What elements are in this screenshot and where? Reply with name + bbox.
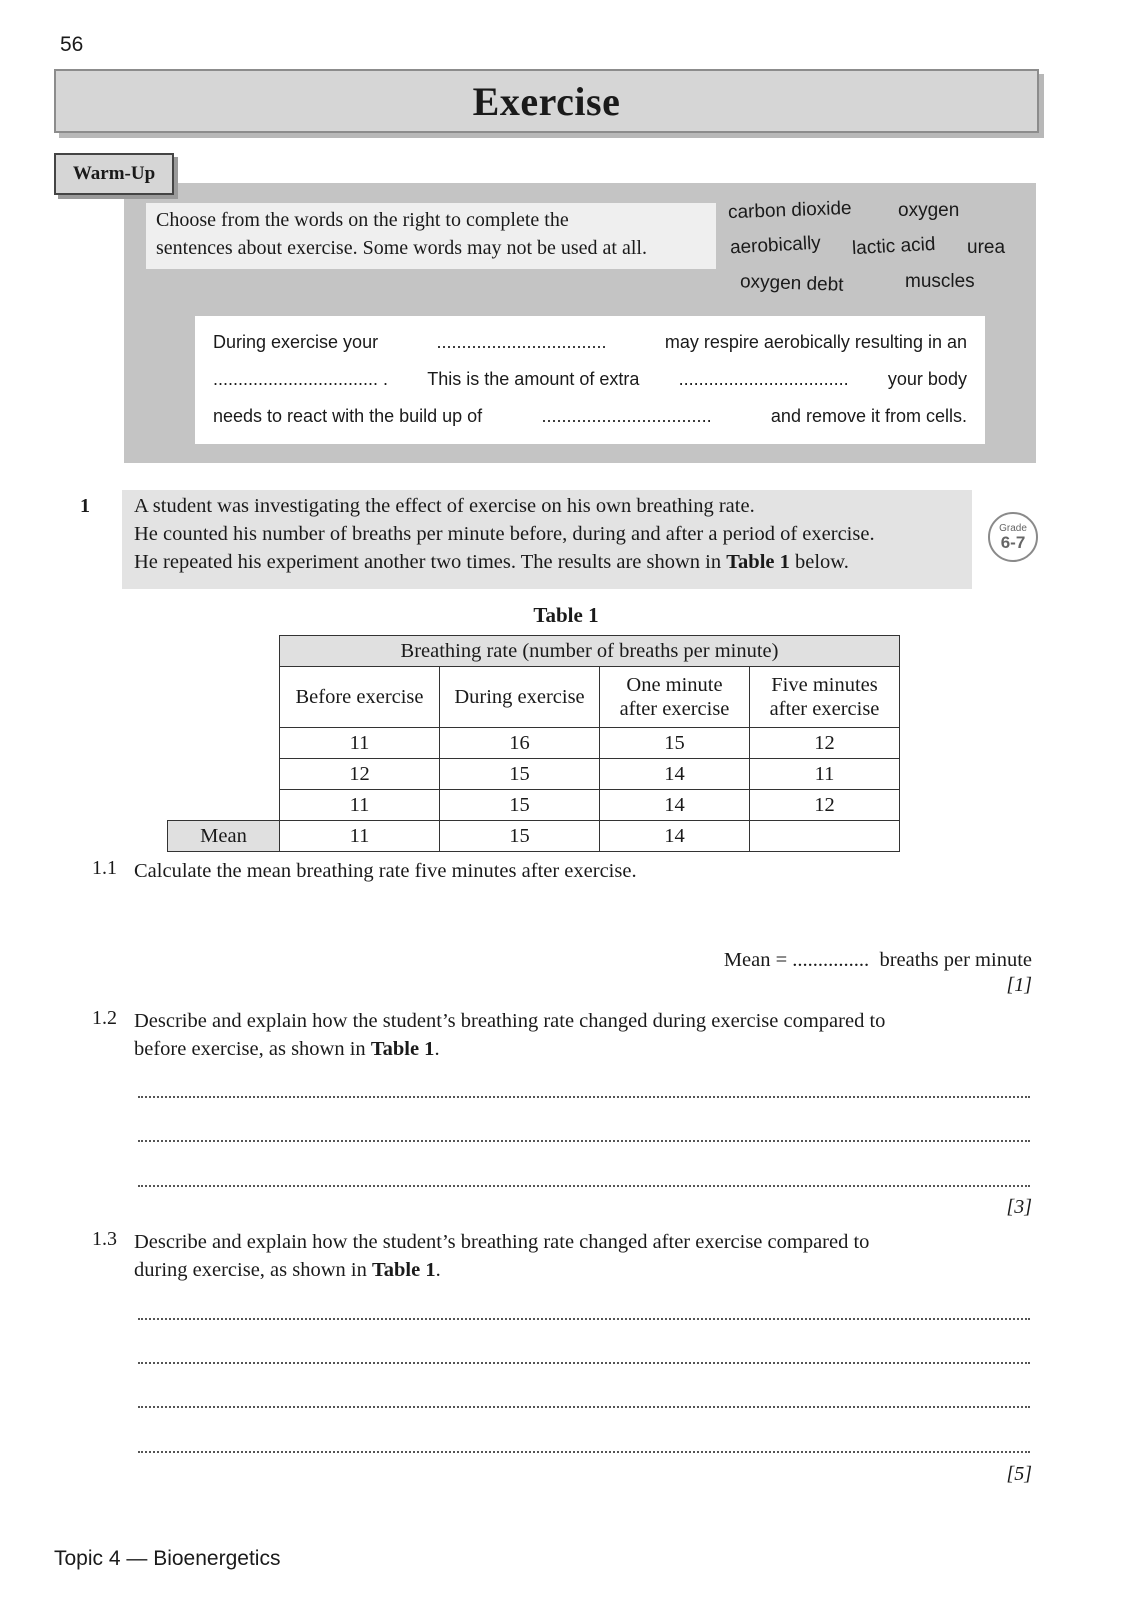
- instruction-line: Choose from the words on the right to complete the: [156, 209, 569, 231]
- question-intro: [122, 490, 972, 589]
- table-cell: 15: [440, 759, 600, 790]
- answer-line[interactable]: [138, 1096, 1030, 1098]
- table-main-header: Breathing rate (number of breaths per minute): [280, 636, 900, 667]
- table-cell: 12: [750, 728, 900, 759]
- subquestion-line: before exercise, as shown in Table 1.: [134, 1038, 440, 1060]
- table-row: [168, 790, 900, 821]
- subquestion-number: 1.1: [92, 857, 117, 879]
- intro-line: He counted his number of breaths per minute before, during and after a period of exercise.: [134, 523, 875, 545]
- fill-blank[interactable]: ................................. .: [213, 369, 389, 389]
- subquestion-text: [134, 1228, 869, 1284]
- page-title: Exercise: [472, 78, 621, 124]
- sentence-text: During exercise your: [213, 332, 379, 352]
- table-cell: 11: [280, 790, 440, 821]
- intro-text: He repeated his experiment another two times. The results are shown in: [134, 551, 727, 573]
- mean-answer-line: [724, 946, 1032, 974]
- answer-line[interactable]: [138, 1406, 1030, 1408]
- sentence-text: This is the amount of extra: [427, 369, 640, 389]
- table-reference: Table 1: [371, 1259, 436, 1281]
- warmup-sentence-box: [195, 316, 985, 444]
- column-header: One minute after exercise: [600, 667, 750, 728]
- word-bank-item: urea: [967, 237, 1006, 258]
- results-table: [167, 635, 900, 852]
- column-header: Before exercise: [280, 667, 440, 728]
- fill-blank[interactable]: ..................................: [436, 332, 607, 352]
- table-reference: Table 1: [726, 551, 790, 573]
- instruction-line: sentences about exercise. Some words may not be used at all.: [156, 237, 647, 259]
- mean-answer-blank[interactable]: Mean = ...............: [723, 949, 870, 971]
- table-cell: 15: [440, 790, 600, 821]
- word-bank-item: muscles: [905, 271, 975, 292]
- word-bank-item: oxygen debt: [739, 271, 844, 296]
- answer-line[interactable]: [138, 1362, 1030, 1364]
- grade-badge-icon: [988, 512, 1038, 562]
- subquestion-line: during exercise, as shown in Table 1.: [134, 1259, 441, 1281]
- sentence-line: [213, 324, 967, 361]
- column-header: During exercise: [440, 667, 600, 728]
- question-number: 1: [80, 495, 90, 517]
- marks-label: [5]: [1006, 1463, 1032, 1485]
- subquestion-line: Describe and explain how the student’s breathing rate changed after exercise compared to: [134, 1231, 870, 1253]
- intro-text: below.: [789, 551, 849, 573]
- table-header-row: [168, 667, 900, 728]
- marks-label: [3]: [1006, 1196, 1032, 1218]
- subquestion-text: [134, 1007, 885, 1063]
- word-bank-item: carbon dioxide: [727, 197, 852, 224]
- sentence-text: needs to react with the build up of: [213, 406, 483, 426]
- intro-line: [134, 548, 960, 576]
- table-caption: Table 1: [533, 603, 599, 627]
- sentence-text: and remove it from cells.: [770, 406, 967, 426]
- answer-line[interactable]: [138, 1318, 1030, 1320]
- footer-topic: Topic 4 — Bioenergetics: [54, 1547, 281, 1570]
- word-bank-item: aerobically: [729, 232, 822, 259]
- intro-line: A student was investigating the effect of exercise on his own breathing rate.: [134, 495, 755, 517]
- word-bank-item: lactic acid: [851, 233, 936, 260]
- column-header: Five minutes after exercise: [750, 667, 900, 728]
- subquestion-line: Describe and explain how the student’s breathing rate changed during exercise compared to: [134, 1010, 886, 1032]
- table-cell: 12: [280, 759, 440, 790]
- word-bank-item: oxygen: [898, 200, 960, 221]
- warmup-instruction: [146, 203, 716, 269]
- subquestion-number: 1.2: [92, 1007, 117, 1029]
- answer-unit: breaths per minute: [879, 949, 1032, 971]
- subquestion-number: 1.3: [92, 1228, 117, 1250]
- marks-label: [1]: [1006, 974, 1032, 996]
- answer-line[interactable]: [138, 1140, 1030, 1142]
- table-cell: 14: [600, 821, 750, 852]
- table-cell: 12: [750, 790, 900, 821]
- table-cell: 11: [280, 821, 440, 852]
- sentence-text: your body: [887, 369, 967, 389]
- fill-blank[interactable]: ..................................: [678, 369, 849, 389]
- answer-line[interactable]: [138, 1451, 1030, 1453]
- sentence-line: [213, 398, 967, 435]
- subquestion-text: Calculate the mean breathing rate five minutes after exercise.: [134, 860, 637, 882]
- table-cell: 11: [280, 728, 440, 759]
- table-cell: 15: [600, 728, 750, 759]
- answer-line[interactable]: [138, 1185, 1030, 1187]
- table-cell: 15: [440, 821, 600, 852]
- sentence-text: may respire aerobically resulting in an: [664, 332, 967, 352]
- table-row: [168, 728, 900, 759]
- table-cell: 14: [600, 790, 750, 821]
- sentence-line: [213, 361, 967, 398]
- table-reference: Table 1: [370, 1038, 435, 1060]
- grade-value: 6-7: [1000, 532, 1026, 552]
- page-number: 56: [60, 33, 84, 56]
- mean-label: Mean: [168, 821, 280, 852]
- table-header-row: [168, 636, 900, 667]
- warmup-tab: Warm-Up: [54, 153, 174, 195]
- fill-blank[interactable]: ..................................: [541, 406, 712, 426]
- table-cell: 11: [750, 759, 900, 790]
- table-cell: 16: [440, 728, 600, 759]
- mean-answer-cell[interactable]: [750, 821, 900, 852]
- table-cell: 14: [600, 759, 750, 790]
- table-mean-row: [168, 821, 900, 852]
- page-title-bar: [54, 69, 1039, 133]
- grade-label: Grade: [999, 522, 1027, 534]
- table-row: [168, 759, 900, 790]
